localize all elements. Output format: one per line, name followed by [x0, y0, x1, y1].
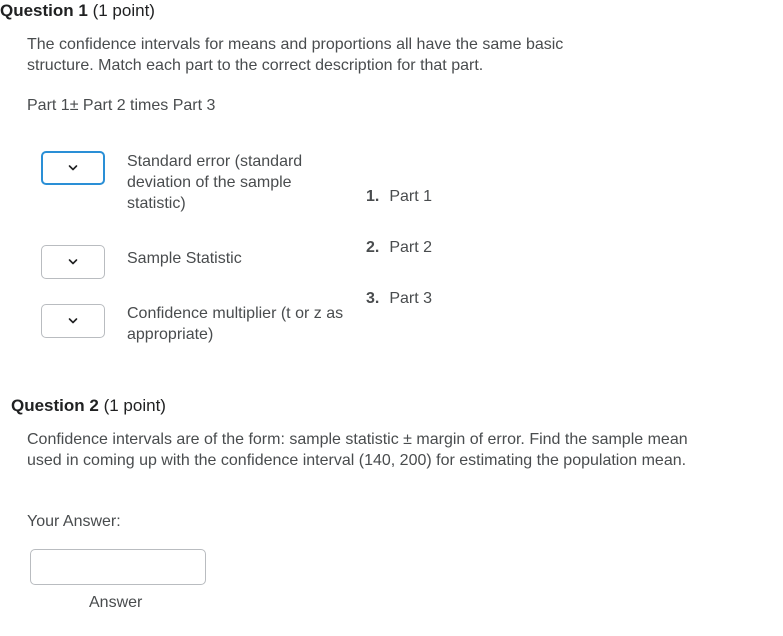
choice-number: 3.: [366, 290, 380, 307]
match-description-1: Standard error (standard deviation of the sample statistic): [127, 153, 303, 212]
your-answer-label: Your Answer:: [27, 513, 121, 530]
choice-number: 2.: [366, 239, 380, 256]
choice-item-1: [366, 188, 432, 206]
question-2-title: Question 2: [11, 396, 99, 415]
match-select-3[interactable]: [41, 304, 105, 338]
answer-input[interactable]: [30, 549, 206, 585]
choice-item-2: [366, 239, 432, 257]
choice-item-3: [366, 290, 432, 308]
question-2-points: (1 point): [103, 396, 166, 415]
question-1-header: [0, 1, 155, 21]
choice-label: Part 3: [389, 290, 433, 307]
chevron-down-icon: [68, 164, 78, 172]
match-select-1[interactable]: [41, 151, 105, 185]
choice-label: Part 1: [389, 188, 433, 205]
match-description-2: Sample Statistic: [127, 250, 242, 267]
question-1-formula: Part 1± Part 2 times Part 3: [27, 97, 216, 114]
choice-label: Part 2: [389, 239, 433, 256]
answer-caption: Answer: [89, 594, 143, 611]
match-description-3: Confidence multiplier (t or z as appropriate): [127, 305, 344, 343]
match-select-2[interactable]: [41, 245, 105, 279]
question-1-prompt: The confidence intervals for means and proportions all have the same basic structure. Match each part to the correct description for that part.: [27, 36, 564, 74]
chevron-down-icon: [68, 317, 78, 325]
choice-number: 1.: [366, 188, 380, 205]
question-1-points: (1 point): [92, 1, 155, 20]
question-2-prompt: Confidence intervals are of the form: sample statistic ± margin of error. Find the sample mean used in coming up with the confidence interval (140, 200) for estimating the population mean.: [27, 431, 688, 469]
question-1-title: Question 1: [0, 1, 88, 20]
chevron-down-icon: [68, 258, 78, 266]
question-2-header: [11, 396, 166, 416]
